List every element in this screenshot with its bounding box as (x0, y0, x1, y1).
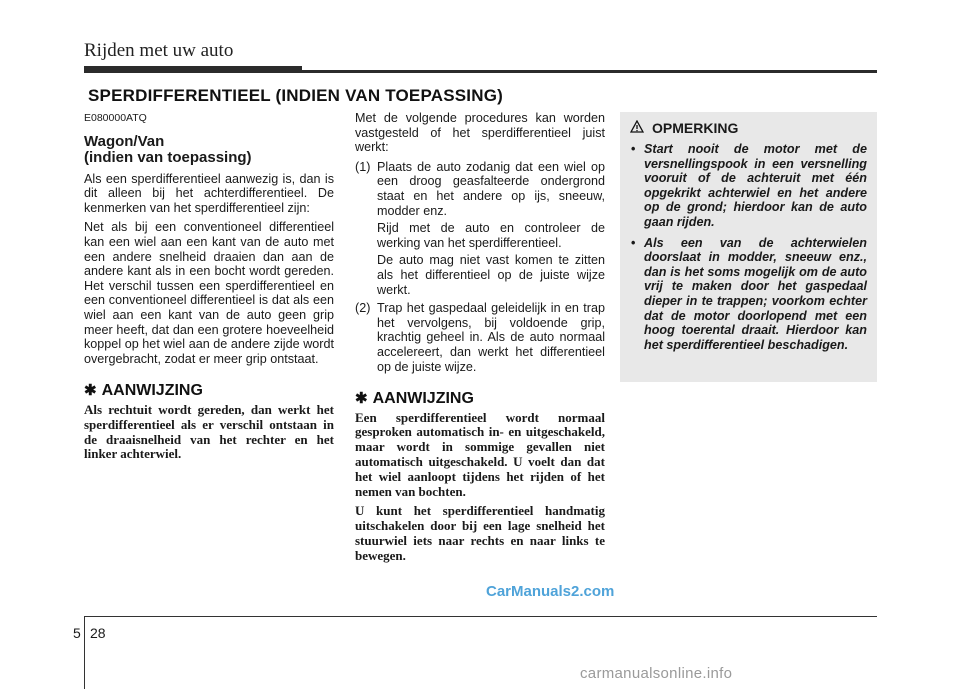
page-number: 28 (90, 625, 106, 641)
bullet: • (631, 235, 636, 250)
step-subtext: Rijd met de auto en controleer de werking van het sperdifferentieel. (377, 221, 605, 250)
paragraph-intro: Als een sperdifferentieel aanwezig is, dan is dit alleen bij het achterdifferentieel. De kenmerken van het sperdifferentieel zijn: (84, 171, 334, 215)
procedure-step-2 (355, 301, 605, 374)
warning-list (630, 142, 867, 352)
header-rule-thick (84, 66, 302, 73)
note-text: U kunt het sperdifferentieel handmatig uitschakelen door bij een lage snelheid het stuurwiel iets naar rechts en naar links te bewegen. (355, 503, 605, 563)
warning-item (630, 236, 867, 353)
note-title: AANWIJZING (372, 390, 474, 408)
note-text: Als rechtuit wordt gereden, dan werkt het sperdifferentieel als er verschil ontstaan in de draaisnelheid van het rechter en het linker achterwiel. (84, 401, 334, 462)
bullet: • (631, 142, 636, 156)
star-icon: ✱ (355, 390, 368, 408)
paragraph-explanation: Net als bij een conventioneel differentieel kan een wiel aan een kant van de auto met een andere snelheid draaien dan aan de andere kant als in een bocht wordt gereden. Het verschil tussen een sperdifferentieel en een conventioneel differentieel is dat als een wiel aan een kant van de auto geen grip meer heeft, dat dan een grotere hoeveelheid koppel op het wiel aan de andere zijde wordt overgebracht, zodat er meer grip ontstaat. (84, 220, 334, 366)
step-number: (2) (355, 301, 371, 316)
note-heading (84, 384, 334, 399)
header-rule-thin (300, 70, 877, 73)
note-title: AANWIJZING (101, 382, 203, 400)
watermark-link[interactable]: CarManuals2.com (486, 583, 615, 600)
subheading-line2: (indien van toepassing) (84, 148, 252, 166)
section-title: SPERDIFFERENTIEEL (INDIEN VAN TOEPASSING) (88, 86, 503, 105)
procedure-intro: Met de volgende procedures kan worden vastgesteld of het sperdifferentieel juist werkt: (355, 111, 605, 155)
warning-heading (630, 120, 867, 136)
warning-item-text: Start nooit de motor met de versnellingspook in een versnelling vooruit of de achteruit met één opgekrikt achterwiel en het andere op de grond; hierdoor kan de auto gaan rijden. (644, 142, 867, 229)
warning-title: OPMERKING (652, 120, 739, 136)
middle-column (355, 111, 605, 569)
footer-divider (84, 616, 85, 689)
warning-item-text: Als een van de achterwielen doorslaat in modder, sneeuw enz., dan is het soms mogelijk om de auto vrij te maken door het gaspedaal dieper in te trappen; voorkom echter dat de motor doorlopend met een hoog toerental draait. Hierdoor kan het sperdifferentieel beschadigen. (644, 235, 867, 352)
step-text: Trap het gaspedaal geleidelijk in en trap het vervolgens, bij voldoende grip, krachtig geheel in. Als de auto normaal accelereert, dan werkt het differentieel op de juiste wijze. (377, 301, 605, 374)
step-subtext: De auto mag niet vast komen te zitten als het differentieel op de juiste wijze werkt. (377, 253, 605, 297)
warning-box (620, 112, 877, 382)
subheading-line1: Wagon/Van (84, 132, 165, 150)
footer-rule (84, 616, 877, 617)
subheading (84, 134, 334, 166)
warning-item (630, 142, 867, 230)
footer-site-link[interactable]: carmanualsonline.info (580, 665, 733, 682)
warning-triangle-icon (630, 120, 644, 136)
note-heading (355, 392, 605, 407)
chapter-number: 5 (73, 625, 81, 641)
note-text: Een sperdifferentieel wordt normaal gesproken automatisch in- en uitgeschakeld, maar wordt in sommige gevallen niet automatisch uitgeschakeld. U voelt dan dat het wiel aanloopt tijdens het rijden of het nemen van bochten. (355, 409, 605, 499)
step-number: (1) (355, 159, 371, 174)
document-code: E080000ATQ (84, 112, 147, 124)
step-text: Plaats de auto zodanig dat een wiel op een droog geasfalteerde ondergrond staat en het andere op ijs, sneeuw, modder enz. (377, 159, 605, 218)
procedure-step-1 (355, 160, 605, 297)
left-column (84, 111, 334, 467)
star-icon: ✱ (84, 382, 97, 400)
header-title: Rijden met uw auto (84, 40, 234, 61)
